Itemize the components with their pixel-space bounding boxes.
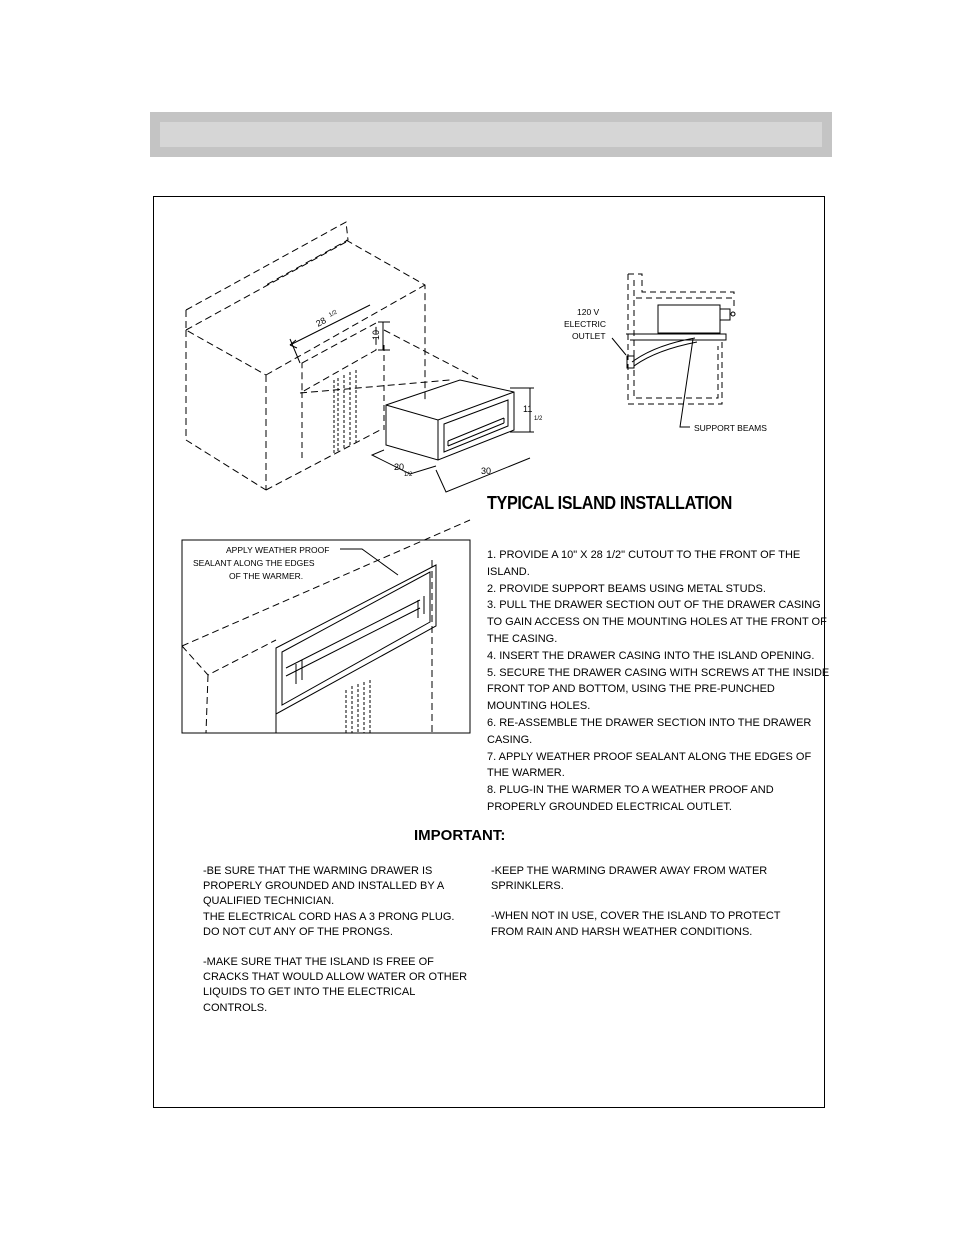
important-notes-left (203, 864, 467, 1016)
label-casing-depth: 20 (394, 462, 405, 472)
step-line: 7. APPLY WEATHER PROOF SEALANT ALONG THE EDGES OF (487, 750, 812, 763)
step-line: FRONT TOP AND BOTTOM, USING THE PRE-PUNCHED (487, 683, 775, 696)
step-line: 4. INSERT THE DRAWER CASING INTO THE ISLAND OPENING. (487, 649, 815, 662)
note-line: -MAKE SURE THAT THE ISLAND IS FREE OF (203, 956, 434, 969)
step-line: 2. PROVIDE SUPPORT BEAMS USING METAL STUDS. (487, 582, 766, 595)
step-line: MOUNTING HOLES. (487, 700, 591, 713)
note-line: THE ELECTRICAL CORD HAS A 3 PRONG PLUG. (203, 910, 455, 923)
step-line: 3. PULL THE DRAWER SECTION OUT OF THE DRAWER CASING (487, 599, 821, 612)
label-outlet: OUTLET (572, 331, 606, 341)
label-casing-height-frac: 1/2 (534, 416, 543, 422)
island-isometric-drawing (186, 222, 534, 492)
note-line: LIQUIDS TO GET INTO THE ELECTRICAL (203, 986, 416, 999)
step-line: ISLAND. (487, 565, 530, 578)
installation-steps (487, 547, 830, 816)
note-line: CONTROLS. (203, 1001, 268, 1014)
note-line: -KEEP THE WARMING DRAWER AWAY FROM WATER (491, 865, 768, 877)
important-notes-right (491, 864, 781, 940)
note-line: FROM RAIN AND HARSH WEATHER CONDITIONS. (491, 925, 753, 938)
step-line: CASING. (487, 733, 533, 746)
step-line: 6. RE-ASSEMBLE THE DRAWER SECTION INTO THE DRAWER (487, 716, 812, 729)
note-line: QUALIFIED TECHNICIAN. (203, 895, 335, 908)
note-line: SPRINKLERS. (491, 880, 564, 893)
label-casing-height: 11 (523, 404, 533, 414)
label-outlet-electric: ELECTRIC (564, 319, 607, 329)
step-line: PROPERLY GROUNDED ELECTRICAL OUTLET. (487, 800, 732, 813)
step-line: THE WARMER. (487, 767, 565, 780)
note-line: DO NOT CUT ANY OF THE PRONGS. (203, 925, 393, 938)
note-line: -WHEN NOT IN USE, COVER THE ISLAND TO PROTECT (491, 910, 781, 923)
important-heading: IMPORTANT: (414, 827, 506, 844)
label-outlet-voltage: 120 V (577, 307, 600, 317)
label-sealant-2: SEALANT ALONG THE EDGES (193, 558, 315, 568)
note-line: -BE SURE THAT THE WARMING DRAWER IS (203, 865, 433, 877)
label-cutout-width-frac: 1/2 (328, 309, 339, 319)
step-line: TO GAIN ACCESS ON THE MOUNTING HOLES AT THE FRONT OF (487, 616, 827, 629)
note-line: PROPERLY GROUNDED AND INSTALLED BY A (203, 880, 445, 893)
label-casing-width: 30 (481, 466, 492, 476)
label-cutout-width: 28 (314, 315, 328, 329)
side-section-drawing (612, 274, 735, 427)
label-cutout-height: 10 (371, 329, 381, 340)
installation-title: TYPICAL ISLAND INSTALLATION (487, 493, 732, 513)
label-sealant-3: OF THE WARMER. (229, 571, 304, 581)
label-support-beams: SUPPORT BEAMS (694, 423, 767, 433)
step-line: 5. SECURE THE DRAWER CASING WITH SCREWS AT THE INSIDE (487, 666, 830, 679)
step-line: 1. PROVIDE A 10" X 28 1/2" CUTOUT TO THE FRONT OF THE (487, 549, 801, 561)
step-line: 8. PLUG-IN THE WARMER TO A WEATHER PROOF AND (487, 784, 774, 797)
label-sealant-1: APPLY WEATHER PROOF (226, 545, 330, 555)
step-line: THE CASING. (487, 632, 558, 645)
note-line: CRACKS THAT WOULD ALLOW WATER OR OTHER (203, 971, 468, 984)
label-casing-depth-frac: 1/2 (404, 472, 413, 478)
